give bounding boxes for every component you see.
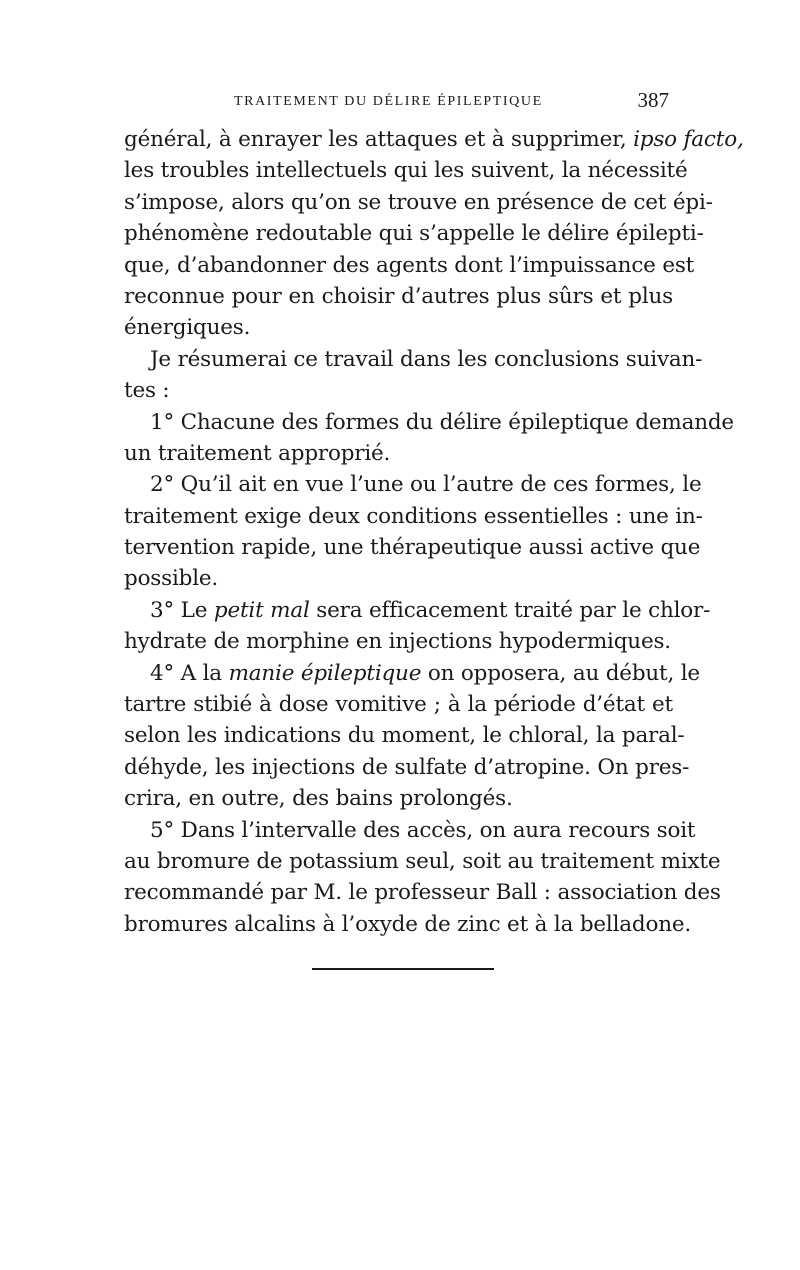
text-line: crira, en outre, des bains prolongés. bbox=[124, 786, 513, 812]
body-text bbox=[124, 124, 744, 940]
conclusion-5: 5° Dans l’intervalle des accès, on aura recours soit bbox=[150, 817, 696, 843]
text-line: hydrate de morphine en injections hypodermiques. bbox=[124, 629, 671, 655]
conclusion-3: 3° Le petit mal sera efficacement traité par le chlor- bbox=[150, 597, 711, 623]
text-line: au bromure de potassium seul, soit au traitement mixte bbox=[124, 848, 721, 874]
page-header bbox=[124, 88, 669, 118]
text-line: un traitement approprié. bbox=[124, 440, 391, 466]
text-line: recommandé par M. le professeur Ball : association des bbox=[124, 880, 721, 906]
text-line: déhyde, les injections de sulfate d’atropine. On pres- bbox=[124, 754, 690, 780]
text-line: général, à enrayer les attaques et à supprimer, ipso facto, bbox=[124, 127, 744, 152]
text-line: phénomène redoutable qui s’appelle le délire épilepti- bbox=[124, 221, 704, 247]
end-rule bbox=[312, 968, 494, 970]
text-line: tes : bbox=[124, 378, 170, 404]
conclusion-4: 4° A la manie épileptique on opposera, au début, le bbox=[150, 660, 700, 686]
text-line: que, d’abandonner des agents dont l’impuissance est bbox=[124, 252, 695, 278]
running-title: TRAITEMENT DU DÉLIRE ÉPILEPTIQUE bbox=[234, 94, 543, 109]
text-line: les troubles intellectuels qui les suivent, la nécessité bbox=[124, 158, 688, 184]
page-number: 387 bbox=[637, 88, 669, 112]
text-line: selon les indications du moment, le chloral, la paral- bbox=[124, 723, 685, 749]
text-line: possible. bbox=[124, 566, 219, 592]
paragraph-start: Je résumerai ce travail dans les conclusions suivan- bbox=[150, 346, 703, 372]
text-line: reconnue pour en choisir d’autres plus sûrs et plus bbox=[124, 283, 673, 309]
text-line: tervention rapide, une thérapeutique aussi active que bbox=[124, 535, 701, 561]
text-line: traitement exige deux conditions essentielles : une in- bbox=[124, 503, 703, 529]
conclusion-1: 1° Chacune des formes du délire épileptique demande bbox=[150, 409, 734, 435]
text-line: bromures alcalins à l’oxyde de zinc et à la belladone. bbox=[124, 911, 692, 937]
text-line: énergiques. bbox=[124, 315, 251, 341]
text-line: s’impose, alors qu’on se trouve en présence de cet épi- bbox=[124, 189, 713, 215]
conclusion-2: 2° Qu’il ait en vue l’une ou l’autre de ces formes, le bbox=[150, 472, 702, 498]
text-line: tartre stibié à dose vomitive ; à la période d’état et bbox=[124, 692, 673, 718]
